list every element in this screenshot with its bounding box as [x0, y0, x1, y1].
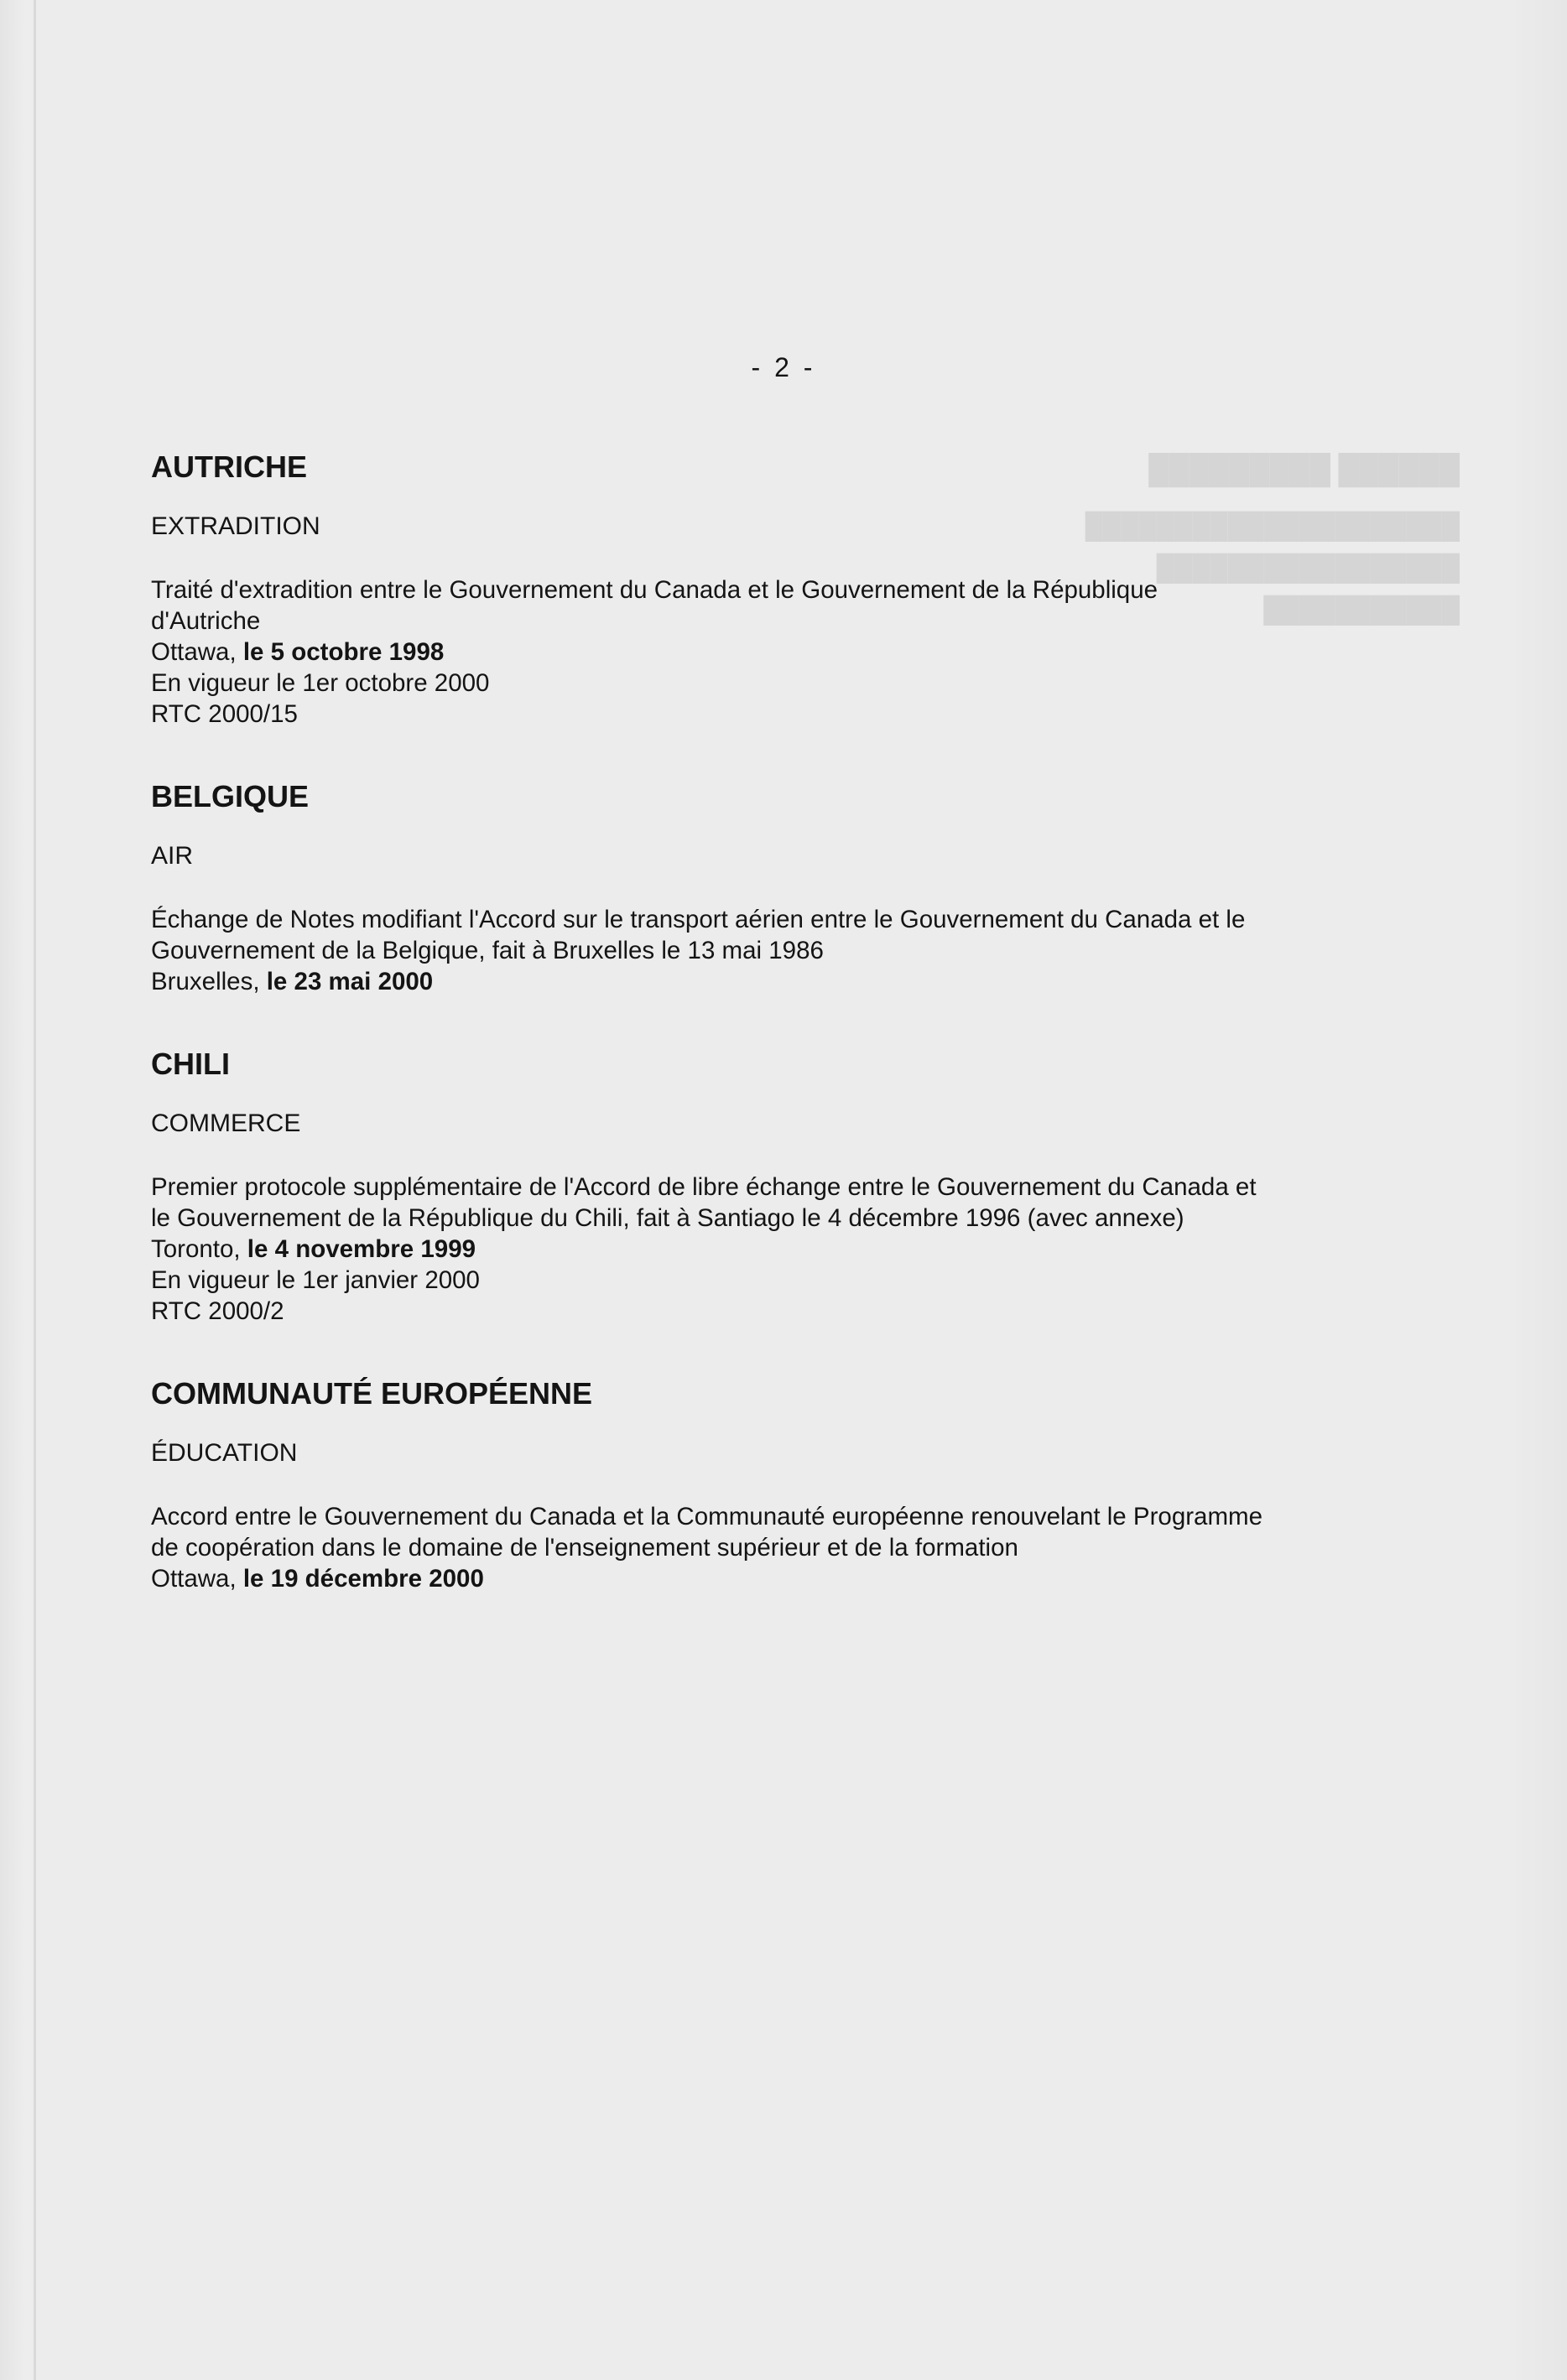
treaty-description-line: Traité d'extradition entre le Gouvernement du Canada et le Gouvernement de la République [151, 576, 1158, 604]
country-heading: CHILI [151, 1047, 230, 1081]
signature-line [151, 637, 1384, 668]
signature-date: le 19 décembre 2000 [242, 1565, 484, 1593]
page-number: - 2 - [751, 352, 816, 382]
signature-place: Ottawa, [151, 1565, 243, 1593]
signature-place: Toronto, [151, 1235, 247, 1263]
signature-line [151, 966, 1384, 997]
subject-heading: ÉDUCATION [151, 1439, 298, 1467]
signature-date: le 4 novembre 1999 [247, 1235, 476, 1263]
signature-date: le 23 mai 2000 [266, 968, 434, 995]
signature-place: Ottawa, [151, 638, 243, 666]
signature-line [151, 1234, 1384, 1265]
country-heading: COMMUNAUTÉ EUROPÉENNE [151, 1376, 593, 1411]
treaty-description-line: le Gouvernement de la République du Chili, fait à Santiago le 4 décembre 1996 (avec annexe) [151, 1204, 1184, 1232]
country-heading: AUTRICHE [151, 449, 307, 484]
signature-place: Bruxelles, [151, 968, 267, 995]
subject-heading: EXTRADITION [151, 512, 320, 540]
signature-line [151, 1563, 1384, 1594]
treaty-description-line: Premier protocole supplémentaire de l'Accord de libre échange entre le Gouvernement du Canada et [151, 1173, 1257, 1201]
section-communaute-europeenne [151, 1375, 1384, 1594]
rtc-reference: RTC 2000/2 [151, 1297, 284, 1325]
treaty-description-line: de coopération dans le domaine de l'enseignement supérieur et de la formation [151, 1534, 1018, 1562]
rtc-reference: RTC 2000/15 [151, 700, 298, 728]
treaty-description-line: Accord entre le Gouvernement du Canada et la Communauté européenne renouvelant le Programme [151, 1503, 1263, 1530]
entry-into-force: En vigueur le 1er janvier 2000 [151, 1266, 480, 1294]
section-autriche [151, 449, 1384, 730]
section-chili [151, 1046, 1384, 1327]
signature-date: le 5 octobre 1998 [242, 638, 445, 666]
country-heading: BELGIQUE [151, 779, 310, 813]
subject-heading: AIR [151, 842, 194, 870]
subject-heading: COMMERCE [151, 1109, 301, 1137]
treaty-description-line: Gouvernement de la Belgique, fait à Bruxelles le 13 mai 1986 [151, 937, 824, 964]
treaty-description-line: d'Autriche [151, 607, 261, 635]
treaty-list [151, 449, 1384, 1643]
section-belgique [151, 778, 1384, 997]
entry-into-force: En vigueur le 1er octobre 2000 [151, 669, 490, 697]
treaty-description-line: Échange de Notes modifiant l'Accord sur le transport aérien entre le Gouvernement du Canada et le [151, 906, 1246, 933]
show-through-bleed: ██████ █████████ █████████████████████ █████████████████ ███████████ [1085, 454, 1460, 624]
